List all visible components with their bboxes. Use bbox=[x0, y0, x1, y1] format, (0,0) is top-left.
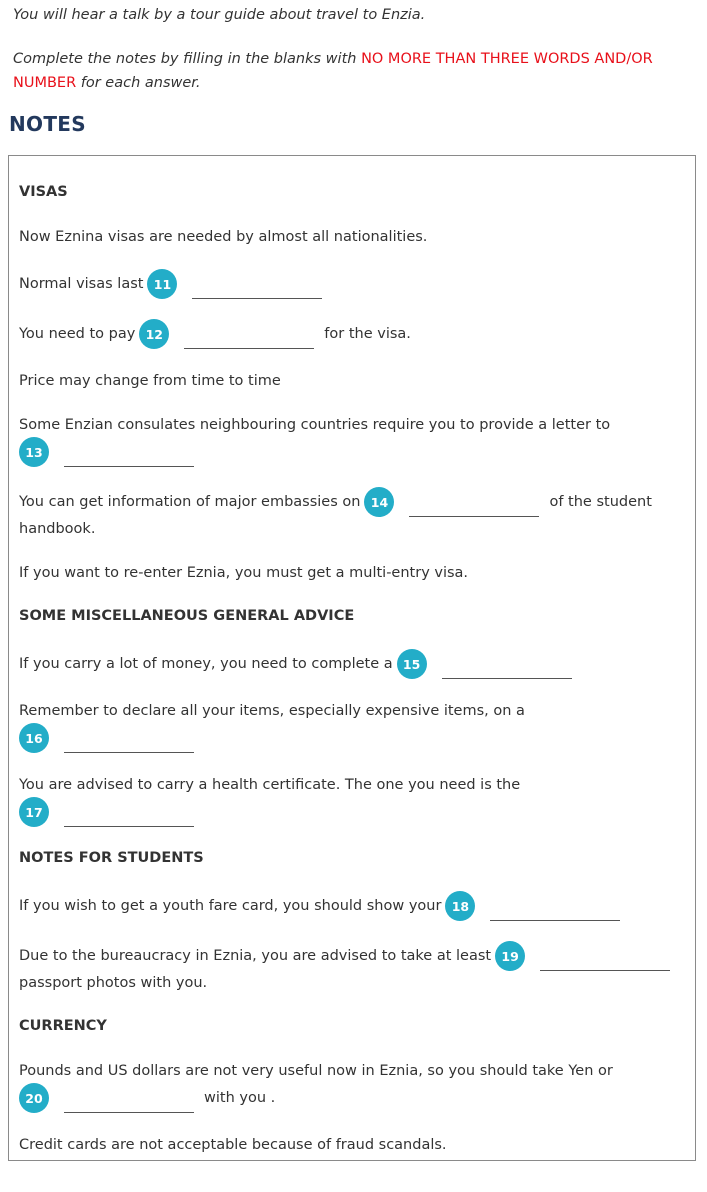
answer-18-input[interactable] bbox=[490, 896, 620, 921]
intro-instruction: You will hear a talk by a tour guide about travel to Enzia. bbox=[13, 7, 426, 23]
question-19-text: Due to the bureaucracy in Eznia, you are advised to take at least bbox=[19, 948, 492, 964]
rule-text-start: Complete the notes by filling in the blanks with bbox=[13, 51, 362, 67]
section-general-advice: SOME MISCELLANEOUS GENERAL ADVICE bbox=[19, 608, 355, 624]
section-visas: VISAS bbox=[19, 184, 68, 200]
answer-14-input[interactable] bbox=[409, 492, 539, 517]
section-students: NOTES FOR STUDENTS bbox=[19, 850, 204, 866]
question-20-text-after: with you . bbox=[204, 1090, 276, 1106]
question-11-badge: 11 bbox=[147, 269, 177, 299]
word-limit-highlight: NO MORE THAN THREE WORDS AND/OR NUMBER bbox=[13, 51, 653, 91]
question-14-badge: 14 bbox=[364, 487, 394, 517]
answer-20-input[interactable] bbox=[64, 1088, 194, 1113]
question-17-text: You are advised to carry a health certificate. The one you need is the bbox=[19, 777, 521, 793]
question-17-badge: 17 bbox=[19, 797, 49, 827]
question-16-row bbox=[19, 723, 202, 753]
answer-11-input[interactable] bbox=[192, 274, 322, 299]
answer-12-input[interactable] bbox=[184, 324, 314, 349]
question-11-row bbox=[19, 269, 330, 299]
note-price-change: Price may change from time to time bbox=[19, 373, 281, 389]
question-19-text-cont: passport photos with you. bbox=[19, 975, 208, 991]
answer-13-input[interactable] bbox=[64, 442, 194, 467]
intro-completion-rule bbox=[13, 47, 693, 95]
question-19-row bbox=[19, 941, 678, 971]
question-12-row bbox=[19, 319, 411, 349]
question-16-badge: 16 bbox=[19, 723, 49, 753]
answer-16-input[interactable] bbox=[64, 728, 194, 753]
question-12-text: You need to pay bbox=[19, 326, 136, 342]
question-14-row bbox=[19, 487, 652, 517]
question-20-text: Pounds and US dollars are not very useful now in Eznia, so you should take Yen or bbox=[19, 1063, 613, 1079]
answer-19-input[interactable] bbox=[540, 946, 670, 971]
question-11-text: Normal visas last bbox=[19, 276, 144, 292]
question-14-text-cont: handbook. bbox=[19, 521, 96, 537]
rule-text-end: for each answer. bbox=[76, 75, 201, 91]
note-credit-cards: Credit cards are not acceptable because of fraud scandals. bbox=[19, 1137, 447, 1153]
question-18-badge: 18 bbox=[445, 891, 475, 921]
answer-17-input[interactable] bbox=[64, 802, 194, 827]
question-15-row bbox=[19, 649, 580, 679]
question-13-badge: 13 bbox=[19, 437, 49, 467]
question-13-text: Some Enzian consulates neighbouring countries require you to provide a letter to bbox=[19, 417, 611, 433]
question-20-badge: 20 bbox=[19, 1083, 49, 1113]
question-12-badge: 12 bbox=[139, 319, 169, 349]
question-12-text-after: for the visa. bbox=[324, 326, 411, 342]
answer-15-input[interactable] bbox=[442, 654, 572, 679]
question-19-badge: 19 bbox=[495, 941, 525, 971]
question-15-text: If you carry a lot of money, you need to complete a bbox=[19, 656, 393, 672]
question-20-row bbox=[19, 1083, 275, 1113]
question-16-text: Remember to declare all your items, especially expensive items, on a bbox=[19, 703, 525, 719]
note-visas-needed: Now Eznina visas are needed by almost all nationalities. bbox=[19, 229, 428, 245]
question-14-text-after: of the student bbox=[549, 494, 652, 510]
question-14-text: You can get information of major embassies on bbox=[19, 494, 361, 510]
notes-heading: NOTES bbox=[9, 112, 86, 136]
section-currency: CURRENCY bbox=[19, 1018, 107, 1034]
question-18-text: If you wish to get a youth fare card, you should show your bbox=[19, 898, 442, 914]
question-18-row bbox=[19, 891, 628, 921]
note-multi-entry: If you want to re-enter Eznia, you must get a multi-entry visa. bbox=[19, 565, 469, 581]
question-13-row bbox=[19, 437, 202, 467]
question-15-badge: 15 bbox=[397, 649, 427, 679]
question-17-row bbox=[19, 797, 202, 827]
